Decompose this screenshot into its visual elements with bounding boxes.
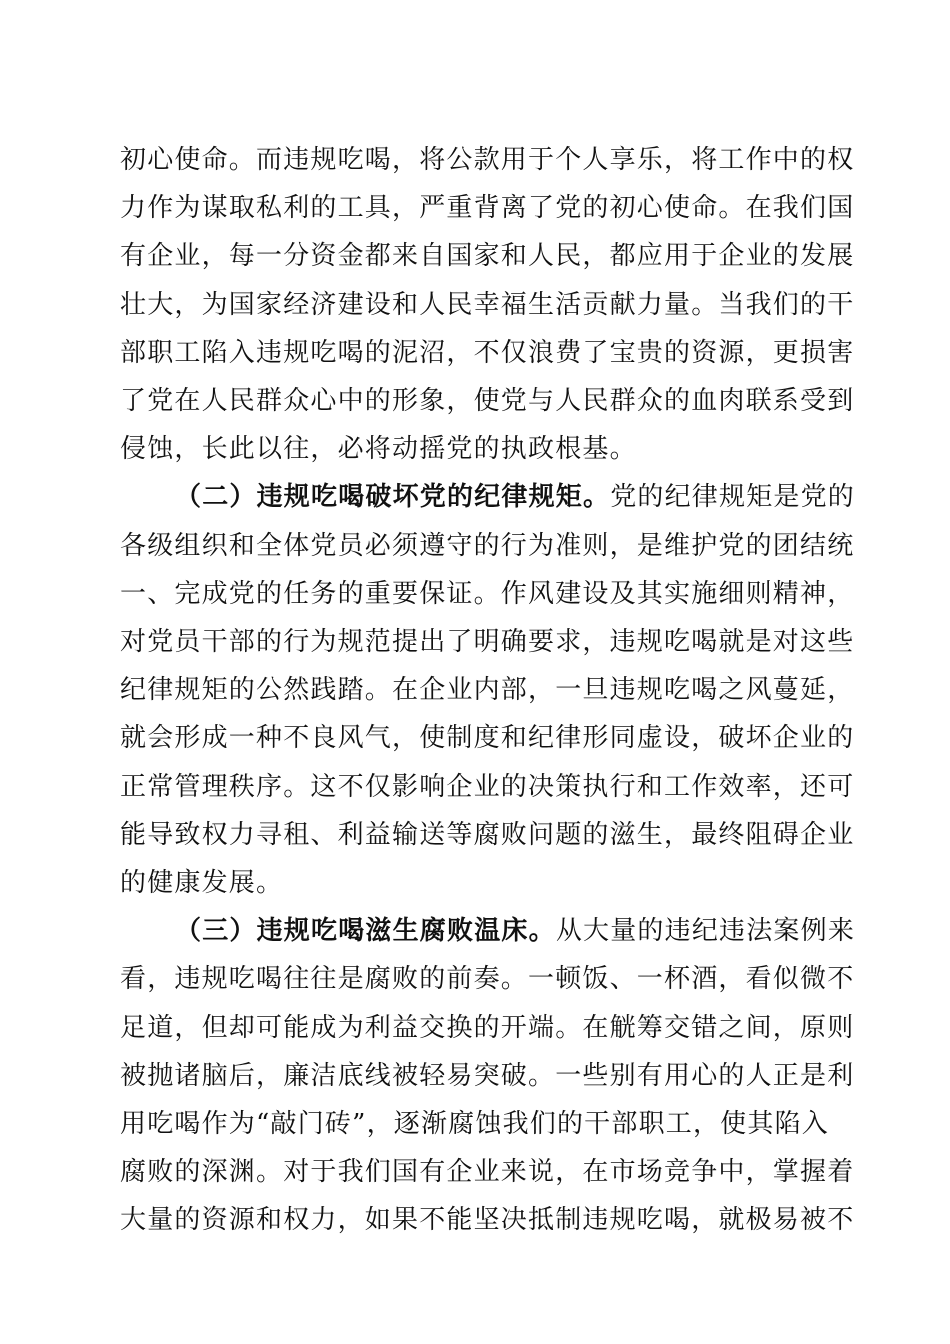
paragraph-first-line-text: 从大量的违纪违法案例来 [555,916,856,947]
text-line: 看，违规吃喝往往是腐败的前奏。一顿饭、一杯酒，看似微不 [120,964,855,995]
text-line: 正常管理秩序。这不仅影响企业的决策执行和工作效率，还可 [120,771,855,802]
paragraph-first-line [120,907,856,955]
paragraph-3 [120,907,856,1244]
text-line: 了党在人民群众心中的形象，使党与人民群众的血肉联系受到 [120,386,855,417]
text-line: 各级组织和全体党员必须遵守的行为准则，是维护党的团结统 [120,530,855,561]
text-line: 被抛诸脑后，廉洁底线被轻易突破。一些别有用心的人正是利 [120,1060,855,1091]
text-line: 用吃喝作为“敲门砖”，逐渐腐蚀我们的干部职工，使其陷入 [120,1109,829,1140]
document-body [120,136,856,1245]
text-line: 初心使命。而违规吃喝，将公款用于个人享乐，将工作中的权 [120,145,855,175]
text-line: 有企业，每一分资金都来自国家和人民，都应用于企业的发展 [120,241,855,272]
paragraph-first-line-text: 党的纪律规矩是党的 [610,482,856,513]
text-line: 部职工陷入违规吃喝的泥沼，不仅浪费了宝贵的资源，更损害 [120,337,855,368]
text-line: 能导致权力寻租、利益输送等腐败问题的滋生，最终阻碍企业 [120,819,855,850]
text-line: 壮大，为国家经济建设和人民幸福生活贡献力量。当我们的干 [120,289,855,320]
text-line: 侵蚀，长此以往，必将动摇党的执政根基。 [120,434,637,465]
section-heading-2: （二）违规吃喝破坏党的纪律规矩。 [175,482,611,513]
text-line: 纪律规矩的公然践踏。在企业内部，一旦违规吃喝之风蔓延， [120,675,855,706]
text-line: 对党员干部的行为规范提出了明确要求，违规吃喝就是对这些 [120,627,855,658]
paragraph-1 [120,136,855,473]
paragraph-2 [120,473,856,907]
paragraph-first-line [120,473,856,521]
text-line: 的健康发展。 [120,868,284,899]
text-line: 就会形成一种不良风气，使制度和纪律形同虚设，破坏企业的 [120,723,855,754]
text-line: 腐败的深渊。对于我们国有企业来说，在市场竞争中，掌握着 [120,1157,855,1188]
text-line: 大量的资源和权力，如果不能坚决抵制违规吃喝，就极易被不 [120,1205,855,1236]
text-line: 一、完成党的任务的重要保证。作风建设及其实施细则精神， [120,578,855,609]
text-line: 足道，但却可能成为利益交换的开端。在觥筹交错之间，原则 [120,1012,855,1043]
text-line: 力作为谋取私利的工具，严重背离了党的初心使命。在我们国 [120,193,855,224]
section-heading-3: （三）违规吃喝滋生腐败温床。 [175,916,556,947]
